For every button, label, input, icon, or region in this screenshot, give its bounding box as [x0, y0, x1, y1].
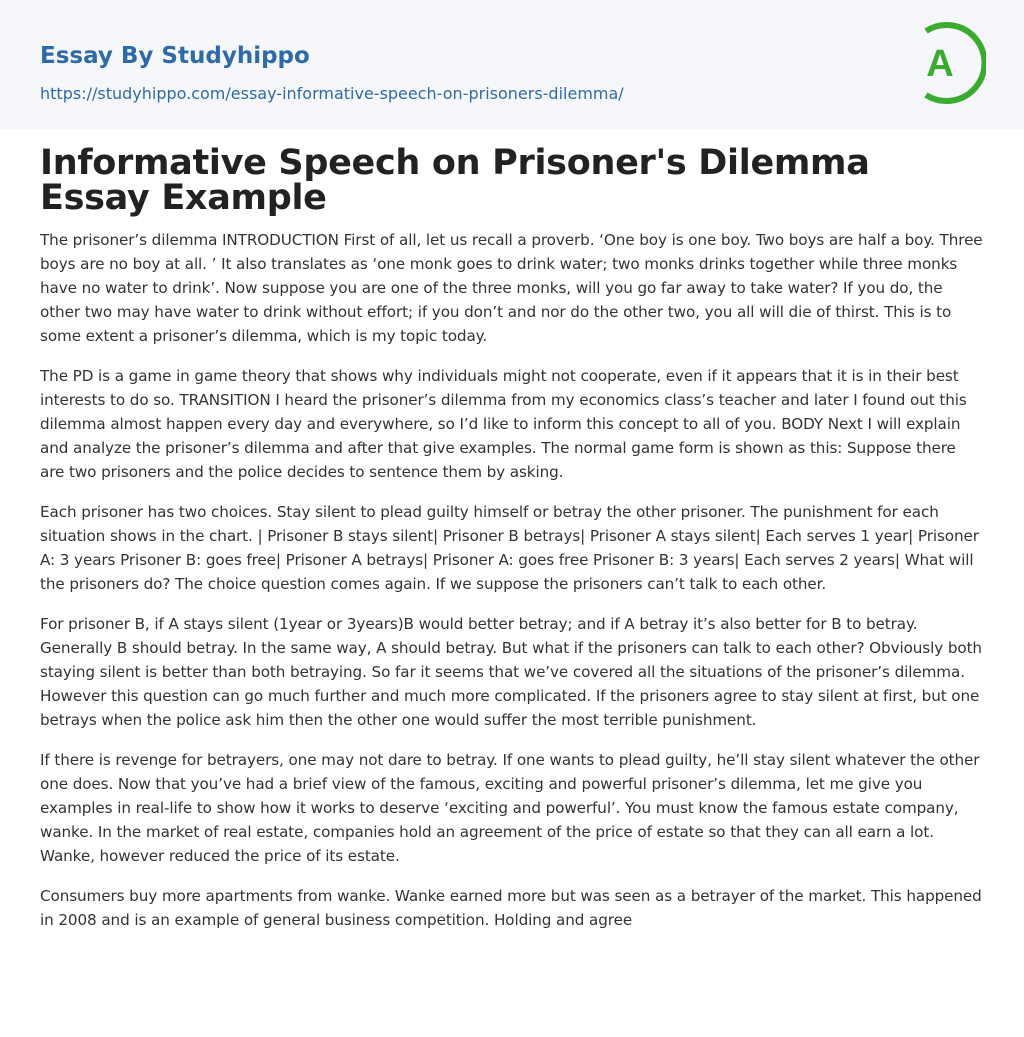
studyhippo-logo-icon[interactable]: [912, 20, 986, 106]
article-paragraph-1: The prisoner’s dilemma INTRODUCTION First of all, let us recall a proverb. ‘One boy is one boy. Two boys are half a boy. Three boys are no boy at all. ’ It also translates as ‘one monk goes to drink water; two monks drinks together while three monks have no water to drink’. Now suppose you are one of the three monks, will you go far away to take water? If you do, the other two may have water to drink without effort; if you don’t and nor do the other two, you all will die of thirst. This is to some extent a prisoner’s dilemma, which is my topic today.: [40, 231, 983, 345]
site-header: [0, 0, 1024, 129]
article-paragraph-6: Consumers buy more apartments from wanke. Wanke earned more but was seen as a betrayer of the market. This happened in 2008 and is an example of general business competition. Holding and agree: [40, 887, 982, 929]
essay-url-link[interactable]: https://studyhippo.com/essay-informative-speech-on-prisoners-dilemma/: [40, 84, 624, 103]
site-brand[interactable]: Essay By Studyhippo: [40, 43, 310, 69]
article-paragraph-5: If there is revenge for betrayers, one may not dare to betray. If one wants to plead guilty, he’ll stay silent whatever the other one does. Now that you’ve had a brief view of the famous, exciting and powerful prisoner’s dilemma, let me give you examples in real-life to show how it works to deserve ‘exciting and powerful’. You must know the famous estate company, wanke. In the market of real estate, companies hold an agreement of the price of estate so that they can all earn a lot. Wanke, however reduced the price of its estate.: [40, 751, 980, 865]
article-main: [0, 129, 1024, 932]
article-paragraph-4: For prisoner B, if A stays silent (1year or 3years)B would better betray; and if A betray it’s also better for B to betray. Generally B should betray. In the same way, A should betray. But what if the prisoners can talk to each other? Obviously both staying silent is better than both betraying. So far it seems that we’ve covered all the situations of the prisoner’s dilemma. However this question can go much further and much more complicated. If the prisoners agree to stay silent at first, but one betrays when the police ask him then the other one would suffer the most terrible punishment.: [40, 615, 982, 729]
logo-letter: A: [926, 43, 954, 85]
article-paragraph-2: The PD is a game in game theory that shows why individuals might not cooperate, even if it appears that it is in their best interests to do so. TRANSITION I heard the prisoner’s dilemma from my economics class’s teacher and later I found out this dilemma almost happen every day and everywhere, so I’d like to inform this concept to all of you. BODY Next I will explain and analyze the prisoner’s dilemma and after that give examples. The normal game form is shown as this: Suppose there are two prisoners and the police decides to sentence them by asking.: [40, 367, 967, 481]
article-title: Informative Speech on Prisoner's Dilemma Essay Example: [40, 143, 870, 218]
article-paragraph-3: Each prisoner has two choices. Stay silent to plead guilty himself or betray the other prisoner. The punishment for each situation shows in the chart. | Prisoner B stays silent| Prisoner B betrays| Prisoner A stays silent| Each serves 1 year| Prisoner A: 3 years Prisoner B: goes free| Prisoner A betrays| Prisoner A: goes free Prisoner B: 3 years| Each serves 2 years| What will the prisoners do? The choice question comes again. If we suppose the prisoners can’t talk to each other.: [40, 503, 979, 593]
